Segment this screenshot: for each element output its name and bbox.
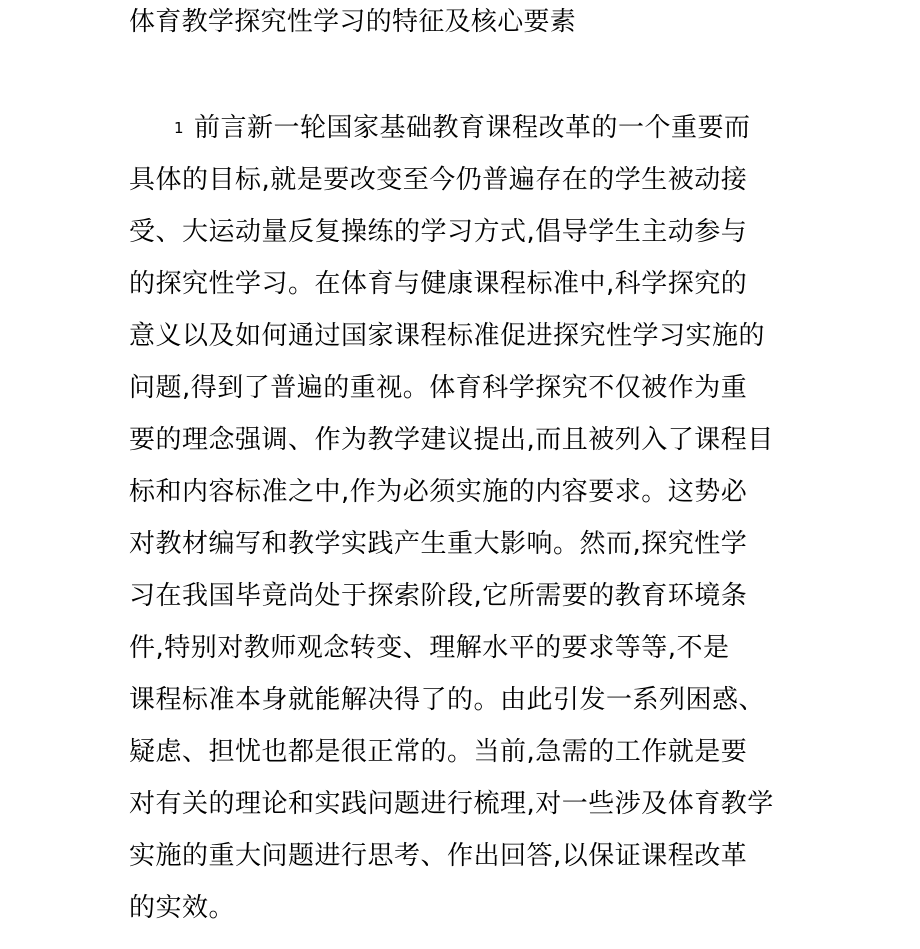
- paragraph-line: 对教材编写和教学实践产生重大影响。然而,探究性学: [129, 529, 748, 559]
- paragraph-line: 疑虑、担忧也都是很正常的。当前,急需的工作就是要: [129, 737, 748, 767]
- paragraph-line: 习在我国毕竟尚处于探索阶段,它所需要的教育环境条: [129, 581, 748, 611]
- paragraph-line: 的实效。: [129, 893, 236, 923]
- section-number: 1: [174, 119, 185, 137]
- paragraph-line: 件,特别对教师观念转变、理解水平的要求等等,不是: [129, 633, 730, 663]
- paragraph-line: 意义以及如何通过国家课程标准促进探究性学习实施的: [129, 321, 766, 351]
- paragraph: [129, 102, 789, 934]
- paragraph-line: 对有关的理论和实践问题进行梳理,对一些涉及体育教学: [129, 789, 774, 819]
- paragraph-line: 要的理念强调、作为教学建议提出,而且被列入了课程目: [129, 425, 774, 455]
- paragraph-line: 实施的重大问题进行思考、作出回答,以保证课程改革: [129, 841, 748, 871]
- paragraph-line-text: 前言新一轮国家基础教育课程改革的一个重要而: [194, 113, 751, 143]
- paragraph-line: [129, 102, 789, 154]
- paragraph-line: 标和内容标准之中,作为必须实施的内容要求。这势必: [129, 477, 748, 507]
- paragraph-line: 的探究性学习。在体育与健康课程标准中,科学探究的: [129, 269, 748, 299]
- paragraph-line: 受、大运动量反复操练的学习方式,倡导学生主动参与: [129, 217, 748, 247]
- paragraph-line: 课程标准本身就能解决得了的。由此引发一系列困惑、: [129, 685, 766, 715]
- document-title: 体育教学探究性学习的特征及核心要素: [129, 7, 577, 37]
- paragraph-line: 问题,得到了普遍的重视。体育科学探究不仅被作为重: [129, 373, 748, 403]
- paragraph-line: 具体的目标,就是要改变至今仍普遍存在的学生被动接: [129, 165, 748, 195]
